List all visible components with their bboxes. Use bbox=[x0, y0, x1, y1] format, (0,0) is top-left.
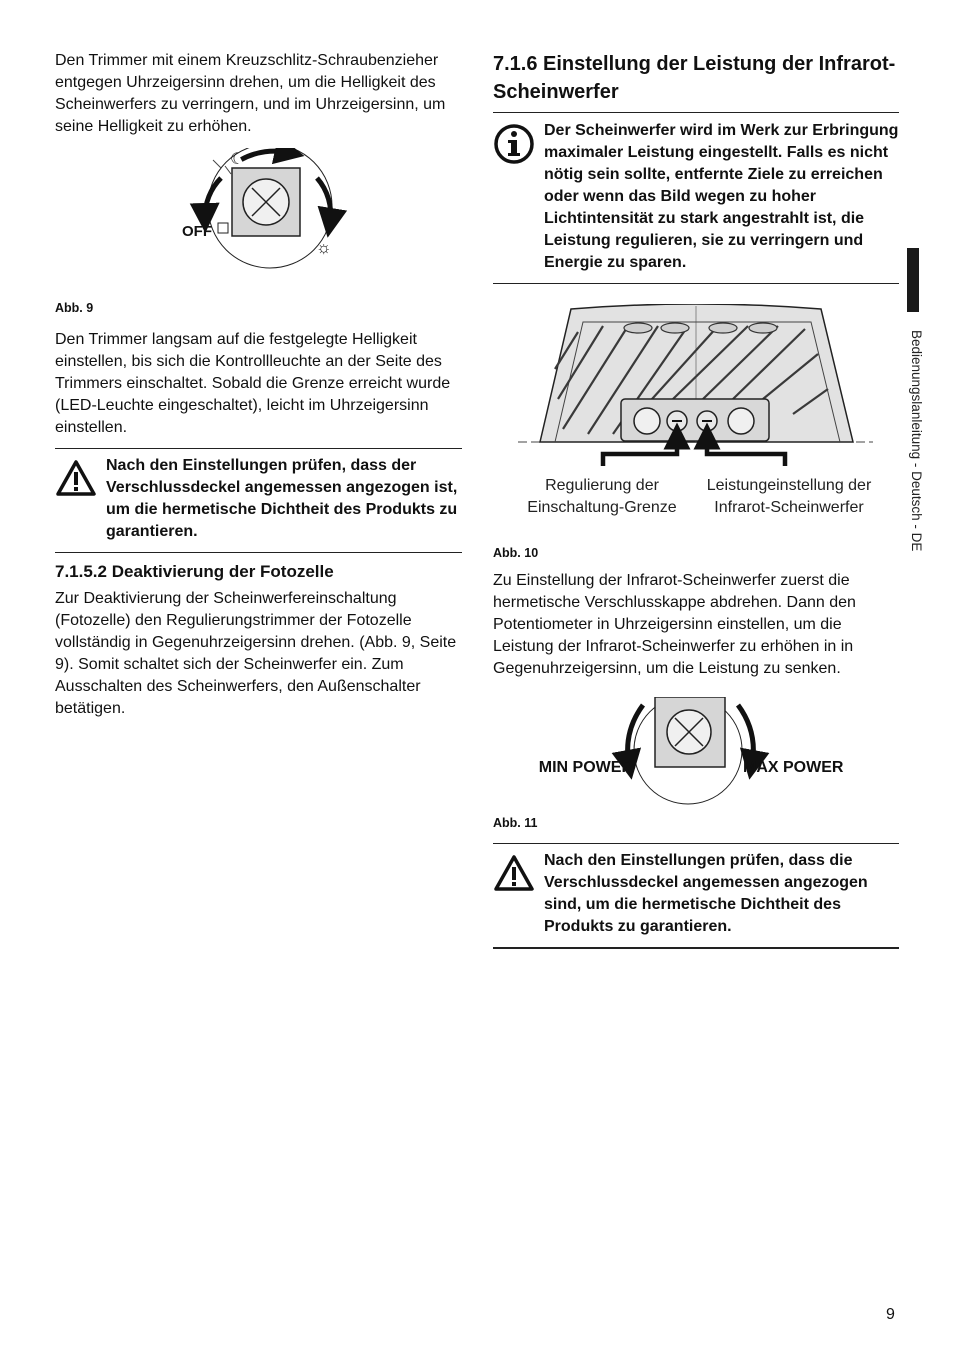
fig11-min-power-label: MIN POWER bbox=[538, 759, 633, 776]
info-icon bbox=[493, 123, 535, 165]
figure-11-power-diagram bbox=[493, 697, 899, 807]
warning-icon bbox=[55, 459, 97, 497]
warning-notice-right bbox=[493, 843, 899, 949]
fig9-sun-symbol: ☼ bbox=[316, 238, 332, 257]
fig10-label-left-line1: Regulierung der bbox=[545, 477, 659, 494]
figure-9-trimmer-diagram bbox=[55, 148, 462, 278]
trimmer-paragraph: Den Trimmer langsam auf die festgelegte Helligkeit einstellen, bis sich die Kontrollleuchte an der Seite des Trimmers einschaltet. Sobald die Grenze erreicht wurde (LED-Leuchte eingeschaltet), leicht im Uhrzeigersinn einstellen. bbox=[55, 331, 451, 436]
fig10-label-left-line2: Einschaltung-Grenze bbox=[527, 499, 677, 516]
fig11-max-power-label: MAX POWER bbox=[743, 759, 844, 776]
figure-9-caption: Abb. 9 bbox=[55, 301, 94, 315]
sidebar-tab-marker bbox=[907, 248, 919, 312]
info-text: Der Scheinwerfer wird im Werk zur Erbringung maximaler Leistung eingestellt. Falls es nicht nötig sein sollte, entfernte Ziele zu erreichen oder wenn das Bild wegen zu hoher Lichtintensität zu stark angestrahlt ist, die Leistung regulieren, sie zu verringern und Energie zu sparen. bbox=[544, 122, 899, 271]
figure-10-device-diagram bbox=[493, 304, 899, 534]
fig10-label-right-line2: Infrarot-Scheinwerfer bbox=[714, 499, 864, 516]
fig10-label-right-line1: Leistungeinstellung der bbox=[706, 477, 872, 494]
intro-paragraph: Den Trimmer mit einem Kreuzschlitz-Schraubenzieher entgegen Uhrzeigersinn drehen, um die Helligkeit des Scheinwerfers zu verringern, und im Uhrzeigersinn, um seine Helligkeit zu erhöhen. bbox=[55, 52, 446, 135]
section-7152-body: Zur Deaktivierung der Scheinwerfereinschaltung (Fotozelle) den Regulierungstrimmer der Fotozelle vollständig in Gegenuhrzeigersinn drehen. (Abb. 9, Seite 9). Somit schaltet sich der Scheinwerfer ein. Zum Ausschalten des Scheinwerfers, den Außenschalter betätigen. bbox=[55, 590, 457, 717]
ir-adjust-paragraph: Zu Einstellung der Infrarot-Scheinwerfer zuerst die hermetische Verschlusskappe abdrehen. Dann den Potentiometer in Uhrzeigersinn einstellen, um die Leistung der Infrarot-Scheinwerfer zu erhöhen in in Gegenuhrzeigersinn, um die Leistung zu senken. bbox=[493, 572, 856, 677]
fig9-off-label: OFF bbox=[182, 223, 212, 240]
figure-11-caption: Abb. 11 bbox=[493, 816, 538, 830]
section-716-heading: 7.1.6 Einstellung der Leistung der Infrarot-Scheinwerfer bbox=[493, 53, 896, 103]
warning-icon bbox=[493, 854, 535, 892]
figure-10-caption: Abb. 10 bbox=[493, 546, 539, 560]
right-column bbox=[493, 50, 899, 949]
info-notice bbox=[493, 112, 899, 284]
warning-notice-left bbox=[55, 448, 462, 553]
left-column bbox=[55, 50, 462, 720]
page-number: 9 bbox=[886, 1306, 895, 1323]
warning-text-left: Nach den Einstellungen prüfen, dass der Verschlussdeckel angemessen angezogen ist, um die hermetische Dichtheit des Produkts zu garantieren. bbox=[106, 457, 458, 540]
section-7152-heading: 7.1.5.2 Deaktivierung der Fotozelle bbox=[55, 562, 334, 581]
sidebar-running-text: Bedienungslanleitung - Deutsch - DE bbox=[909, 330, 924, 552]
warning-text-right: Nach den Einstellungen prüfen, dass die Verschlussdeckel angemessen angezogen sind, um die hermetische Dichtheit des Produkts zu garantieren. bbox=[544, 852, 868, 935]
fig9-moon-symbol: ☾ bbox=[230, 151, 245, 168]
